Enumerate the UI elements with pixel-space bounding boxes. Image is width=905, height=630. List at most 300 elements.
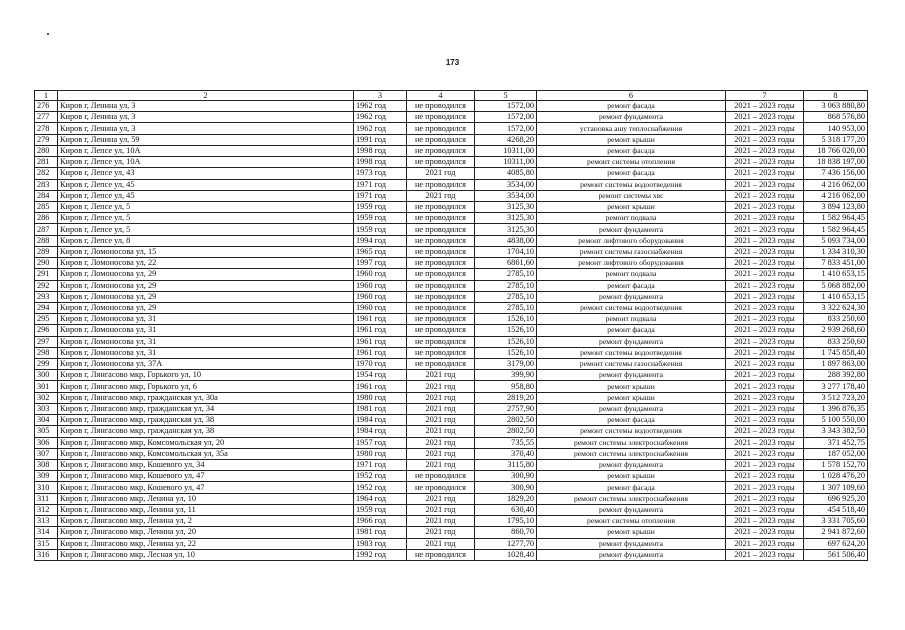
area-cell: 1572,00 — [475, 112, 537, 123]
period-cell: 2021 – 2023 годы — [726, 190, 804, 201]
address-cell: Киров г, Лянгасово мкр, Ленина ул, 20 — [58, 527, 354, 538]
cost-cell: 833 250,60 — [804, 336, 868, 347]
work-type-cell: ремонт лифтового оборудования — [537, 235, 726, 246]
period-cell: 2021 – 2023 годы — [726, 325, 804, 336]
row-number-cell: 303 — [35, 403, 58, 414]
period-cell: 2021 – 2023 годы — [726, 448, 804, 459]
last-repair-year-cell: не проводился — [407, 157, 475, 168]
area-cell: 4838,00 — [475, 235, 537, 246]
period-cell: 2021 – 2023 годы — [726, 302, 804, 313]
last-repair-year-cell: не проводился — [407, 224, 475, 235]
address-cell: Киров г, Лепсе ул, 10А — [58, 145, 354, 156]
last-repair-year-cell: 2021 год — [407, 437, 475, 448]
build-year-cell: 1961 год — [354, 325, 407, 336]
column-header: 8 — [804, 91, 868, 101]
row-number-cell: 285 — [35, 201, 58, 212]
build-year-cell: 1952 год — [354, 471, 407, 482]
table-row — [35, 370, 868, 381]
work-type-cell: ремонт фундамента — [537, 336, 726, 347]
column-header: 7 — [726, 91, 804, 101]
table-row — [35, 392, 868, 403]
work-type-cell: ремонт системы водоотведения — [537, 179, 726, 190]
row-number-cell: 312 — [35, 504, 58, 515]
table-row — [35, 493, 868, 504]
build-year-cell: 1981 год — [354, 527, 407, 538]
table-row — [35, 437, 868, 448]
table-row — [35, 504, 868, 515]
last-repair-year-cell: 2021 год — [407, 190, 475, 201]
row-number-cell: 304 — [35, 415, 58, 426]
cost-cell: 7 833 451,00 — [804, 258, 868, 269]
period-cell: 2021 – 2023 годы — [726, 426, 804, 437]
last-repair-year-cell: не проводился — [407, 291, 475, 302]
cost-cell: 5 318 177,20 — [804, 134, 868, 145]
last-repair-year-cell: не проводился — [407, 302, 475, 313]
work-type-cell: ремонт фасада — [537, 482, 726, 493]
build-year-cell: 1961 год — [354, 347, 407, 358]
table-row — [35, 157, 868, 168]
period-cell: 2021 – 2023 годы — [726, 157, 804, 168]
build-year-cell: 1998 год — [354, 157, 407, 168]
area-cell: 3179,00 — [475, 359, 537, 370]
area-cell: 1028,40 — [475, 549, 537, 560]
address-cell: Киров г, Лянгасово мкр, Ленина ул, 10 — [58, 493, 354, 504]
last-repair-year-cell: 2021 год — [407, 493, 475, 504]
row-number-cell: 290 — [35, 258, 58, 269]
last-repair-year-cell: не проводился — [407, 325, 475, 336]
table-row — [35, 224, 868, 235]
period-cell: 2021 – 2023 годы — [726, 516, 804, 527]
last-repair-year-cell: 2021 год — [407, 426, 475, 437]
period-cell: 2021 – 2023 годы — [726, 471, 804, 482]
cost-cell: 696 925,20 — [804, 493, 868, 504]
address-cell: Киров г, Лянгасово мкр, Кошевого ул, 47 — [58, 482, 354, 493]
row-number-cell: 307 — [35, 448, 58, 459]
build-year-cell: 1973 год — [354, 168, 407, 179]
build-year-cell: 1971 год — [354, 190, 407, 201]
last-repair-year-cell: 2021 год — [407, 504, 475, 515]
repair-schedule-table — [34, 90, 868, 561]
last-repair-year-cell: не проводился — [407, 235, 475, 246]
table-row — [35, 426, 868, 437]
area-cell: 2785,10 — [475, 269, 537, 280]
build-year-cell: 1997 год — [354, 258, 407, 269]
work-type-cell: ремонт фундамента — [537, 460, 726, 471]
work-type-cell: ремонт системы электроснабжения — [537, 437, 726, 448]
work-type-cell: ремонт фундамента — [537, 112, 726, 123]
last-repair-year-cell: не проводился — [407, 246, 475, 257]
area-cell: 4085,80 — [475, 168, 537, 179]
last-repair-year-cell: не проводился — [407, 101, 475, 112]
cost-cell: 561 506,40 — [804, 549, 868, 560]
period-cell: 2021 – 2023 годы — [726, 527, 804, 538]
build-year-cell: 1960 год — [354, 291, 407, 302]
table-row — [35, 291, 868, 302]
cost-cell: 5 068 882,00 — [804, 280, 868, 291]
row-number-cell: 302 — [35, 392, 58, 403]
work-type-cell: ремонт системы электроснабжения — [537, 448, 726, 459]
address-cell: Киров г, Лепсе ул, 10А — [58, 157, 354, 168]
last-repair-year-cell: 2021 год — [407, 168, 475, 179]
table-row — [35, 269, 868, 280]
work-type-cell: ремонт крыши — [537, 381, 726, 392]
work-type-cell: ремонт системы хвс — [537, 190, 726, 201]
build-year-cell: 1991 год — [354, 134, 407, 145]
cost-cell: 140 953,00 — [804, 123, 868, 134]
last-repair-year-cell: 2021 год — [407, 516, 475, 527]
row-number-cell: 283 — [35, 179, 58, 190]
address-cell: Киров г, Ломоносова ул, 29 — [58, 302, 354, 313]
build-year-cell: 1961 год — [354, 381, 407, 392]
period-cell: 2021 – 2023 годы — [726, 347, 804, 358]
row-number-cell: 297 — [35, 336, 58, 347]
build-year-cell: 1962 год — [354, 112, 407, 123]
column-header: 1 — [35, 91, 58, 101]
table-row — [35, 482, 868, 493]
table-row — [35, 235, 868, 246]
build-year-cell: 1959 год — [354, 224, 407, 235]
cost-cell: 833 250,60 — [804, 314, 868, 325]
address-cell: Киров г, Ломоносова ул, 31 — [58, 325, 354, 336]
period-cell: 2021 – 2023 годы — [726, 403, 804, 414]
work-type-cell: ремонт подвала — [537, 213, 726, 224]
area-cell: 1829,20 — [475, 493, 537, 504]
address-cell: Киров г, Ленина ул, 3 — [58, 101, 354, 112]
table-row — [35, 145, 868, 156]
row-number-cell: 280 — [35, 145, 58, 156]
build-year-cell: 1980 год — [354, 392, 407, 403]
table-row — [35, 101, 868, 112]
last-repair-year-cell: 2021 год — [407, 415, 475, 426]
period-cell: 2021 – 2023 годы — [726, 101, 804, 112]
area-cell: 1572,00 — [475, 101, 537, 112]
column-header: 6 — [537, 91, 726, 101]
last-repair-year-cell: не проводился — [407, 213, 475, 224]
build-year-cell: 1962 год — [354, 123, 407, 134]
area-cell: 958,80 — [475, 381, 537, 392]
cost-cell: 3 343 382,50 — [804, 426, 868, 437]
table-row — [35, 381, 868, 392]
address-cell: Киров г, Ломоносова ул, 15 — [58, 246, 354, 257]
row-number-cell: 277 — [35, 112, 58, 123]
cost-cell: 1 582 964,45 — [804, 213, 868, 224]
row-number-cell: 300 — [35, 370, 58, 381]
last-repair-year-cell: не проводился — [407, 482, 475, 493]
work-type-cell: ремонт крыши — [537, 392, 726, 403]
table-row — [35, 314, 868, 325]
build-year-cell: 1959 год — [354, 504, 407, 515]
cost-cell: 3 277 178,40 — [804, 381, 868, 392]
table-row — [35, 168, 868, 179]
period-cell: 2021 – 2023 годы — [726, 460, 804, 471]
cost-cell: 3 331 705,60 — [804, 516, 868, 527]
period-cell: 2021 – 2023 годы — [726, 179, 804, 190]
table-row — [35, 302, 868, 313]
period-cell: 2021 – 2023 годы — [726, 381, 804, 392]
cost-cell: 454 518,40 — [804, 504, 868, 515]
row-number-cell: 282 — [35, 168, 58, 179]
address-cell: Киров г, Ломоносова ул, 29 — [58, 269, 354, 280]
last-repair-year-cell: 2021 год — [407, 527, 475, 538]
cost-cell: 3 322 624,30 — [804, 302, 868, 313]
table-row — [35, 258, 868, 269]
period-cell: 2021 – 2023 годы — [726, 246, 804, 257]
work-type-cell: ремонт фундамента — [537, 538, 726, 549]
last-repair-year-cell: не проводился — [407, 314, 475, 325]
table-row — [35, 325, 868, 336]
work-type-cell: ремонт фундамента — [537, 224, 726, 235]
address-cell: Киров г, Лепсе ул, 5 — [58, 224, 354, 235]
work-type-cell: ремонт фундамента — [537, 403, 726, 414]
last-repair-year-cell: не проводился — [407, 123, 475, 134]
period-cell: 2021 – 2023 годы — [726, 493, 804, 504]
address-cell: Киров г, Лянгасово мкр, гражданская ул, 38 — [58, 415, 354, 426]
build-year-cell: 1964 год — [354, 493, 407, 504]
build-year-cell: 1994 год — [354, 235, 407, 246]
cost-cell: 371 452,75 — [804, 437, 868, 448]
row-number-cell: 279 — [35, 134, 58, 145]
work-type-cell: ремонт фундамента — [537, 370, 726, 381]
row-number-cell: 295 — [35, 314, 58, 325]
work-type-cell: ремонт системы электроснабжения — [537, 493, 726, 504]
address-cell: Киров г, Лянгасово мкр, Лесная ул, 10 — [58, 549, 354, 560]
work-type-cell: ремонт крыши — [537, 527, 726, 538]
build-year-cell: 1966 год — [354, 516, 407, 527]
area-cell: 10311,00 — [475, 157, 537, 168]
row-number-cell: 309 — [35, 471, 58, 482]
row-number-cell: 314 — [35, 527, 58, 538]
last-repair-year-cell: не проводился — [407, 201, 475, 212]
period-cell: 2021 – 2023 годы — [726, 359, 804, 370]
table-row — [35, 213, 868, 224]
build-year-cell: 1980 год — [354, 448, 407, 459]
cost-cell: 1 410 653,15 — [804, 269, 868, 280]
last-repair-year-cell: не проводился — [407, 269, 475, 280]
cost-cell: 1 028 476,20 — [804, 471, 868, 482]
area-cell: 1526,10 — [475, 336, 537, 347]
work-type-cell: ремонт подвала — [537, 314, 726, 325]
period-cell: 2021 – 2023 годы — [726, 437, 804, 448]
area-cell: 300,90 — [475, 471, 537, 482]
row-number-cell: 292 — [35, 280, 58, 291]
build-year-cell: 1962 год — [354, 101, 407, 112]
area-cell: 4268,20 — [475, 134, 537, 145]
area-cell: 2785,10 — [475, 291, 537, 302]
address-cell: Киров г, Лянгасово мкр, Комсомольская ул, 35а — [58, 448, 354, 459]
last-repair-year-cell: не проводился — [407, 134, 475, 145]
table-row — [35, 246, 868, 257]
cost-cell: 2 939 268,60 — [804, 325, 868, 336]
address-cell: Киров г, Лепсе ул, 43 — [58, 168, 354, 179]
period-cell: 2021 – 2023 годы — [726, 258, 804, 269]
table-row — [35, 448, 868, 459]
work-type-cell: ремонт фасада — [537, 325, 726, 336]
area-cell: 1526,10 — [475, 325, 537, 336]
period-cell: 2021 – 2023 годы — [726, 336, 804, 347]
cost-cell: 2 941 872,60 — [804, 527, 868, 538]
cost-cell: 1 410 653,15 — [804, 291, 868, 302]
cost-cell: 18 838 197,00 — [804, 157, 868, 168]
table-row — [35, 403, 868, 414]
period-cell: 2021 – 2023 годы — [726, 538, 804, 549]
table-row — [35, 460, 868, 471]
address-cell: Киров г, Ломоносова ул, 31 — [58, 336, 354, 347]
area-cell: 1526,10 — [475, 314, 537, 325]
cost-cell: 187 052,00 — [804, 448, 868, 459]
build-year-cell: 1961 год — [354, 336, 407, 347]
cost-cell: 1 334 310,30 — [804, 246, 868, 257]
last-repair-year-cell: не проводился — [407, 549, 475, 560]
row-number-cell: 294 — [35, 302, 58, 313]
row-number-cell: 316 — [35, 549, 58, 560]
scan-speck — [47, 33, 49, 35]
build-year-cell: 1971 год — [354, 460, 407, 471]
work-type-cell: ремонт лифтового оборудования — [537, 258, 726, 269]
last-repair-year-cell: 2021 год — [407, 403, 475, 414]
last-repair-year-cell: не проводился — [407, 359, 475, 370]
area-cell: 2802,50 — [475, 415, 537, 426]
address-cell: Киров г, Лянгасово мкр, гражданская ул, 34 — [58, 403, 354, 414]
area-cell: 2785,10 — [475, 302, 537, 313]
last-repair-year-cell: не проводился — [407, 347, 475, 358]
cost-cell: 3 063 880,80 — [804, 101, 868, 112]
cost-cell: 7 436 156,00 — [804, 168, 868, 179]
work-type-cell: ремонт фасада — [537, 101, 726, 112]
area-cell: 860,70 — [475, 527, 537, 538]
last-repair-year-cell: не проводился — [407, 179, 475, 190]
period-cell: 2021 – 2023 годы — [726, 224, 804, 235]
build-year-cell: 1952 год — [354, 482, 407, 493]
row-number-cell: 313 — [35, 516, 58, 527]
period-cell: 2021 – 2023 годы — [726, 291, 804, 302]
area-cell: 2802,50 — [475, 426, 537, 437]
work-type-cell: ремонт системы газоснабжения — [537, 359, 726, 370]
address-cell: Киров г, Лянгасово мкр, Кошевого ул, 47 — [58, 471, 354, 482]
work-type-cell: ремонт системы водоотведения — [537, 302, 726, 313]
period-cell: 2021 – 2023 годы — [726, 112, 804, 123]
area-cell: 3125,30 — [475, 201, 537, 212]
row-number-cell: 278 — [35, 123, 58, 134]
last-repair-year-cell: 2021 год — [407, 448, 475, 459]
cost-cell: 3 894 123,80 — [804, 201, 868, 212]
work-type-cell: ремонт крыши — [537, 201, 726, 212]
period-cell: 2021 – 2023 годы — [726, 549, 804, 560]
address-cell: Киров г, Ломоносова ул, 37А — [58, 359, 354, 370]
cost-cell: 1 897 863,00 — [804, 359, 868, 370]
last-repair-year-cell: 2021 год — [407, 460, 475, 471]
row-number-cell: 281 — [35, 157, 58, 168]
address-cell: Киров г, Лепсе ул, 5 — [58, 201, 354, 212]
area-cell: 1526,10 — [475, 347, 537, 358]
work-type-cell: ремонт системы газоснабжения — [537, 246, 726, 257]
area-cell: 630,40 — [475, 504, 537, 515]
page-number: 173 — [445, 58, 460, 67]
row-number-cell: 276 — [35, 101, 58, 112]
address-cell: Киров г, Лянгасово мкр, гражданская ул, 30а — [58, 392, 354, 403]
period-cell: 2021 – 2023 годы — [726, 280, 804, 291]
cost-cell: 5 093 734,00 — [804, 235, 868, 246]
cost-cell: 1 307 109,60 — [804, 482, 868, 493]
period-cell: 2021 – 2023 годы — [726, 123, 804, 134]
row-number-cell: 315 — [35, 538, 58, 549]
row-number-cell: 306 — [35, 437, 58, 448]
cost-cell: 288 392,80 — [804, 370, 868, 381]
row-number-cell: 289 — [35, 246, 58, 257]
area-cell: 735,55 — [475, 437, 537, 448]
cost-cell: 5 100 550,00 — [804, 415, 868, 426]
build-year-cell: 1984 год — [354, 426, 407, 437]
area-cell: 300,90 — [475, 482, 537, 493]
cost-cell: 1 745 858,40 — [804, 347, 868, 358]
table-row — [35, 201, 868, 212]
row-number-cell: 296 — [35, 325, 58, 336]
period-cell: 2021 – 2023 годы — [726, 134, 804, 145]
table-row — [35, 538, 868, 549]
area-cell: 1704,10 — [475, 246, 537, 257]
area-cell: 2785,10 — [475, 280, 537, 291]
last-repair-year-cell: не проводился — [407, 280, 475, 291]
work-type-cell: ремонт подвала — [537, 269, 726, 280]
address-cell: Киров г, Ломоносова ул, 29 — [58, 280, 354, 291]
table-row — [35, 415, 868, 426]
area-cell: 6861,60 — [475, 258, 537, 269]
period-cell: 2021 – 2023 годы — [726, 370, 804, 381]
row-number-cell: 286 — [35, 213, 58, 224]
period-cell: 2021 – 2023 годы — [726, 201, 804, 212]
build-year-cell: 1970 год — [354, 359, 407, 370]
address-cell: Киров г, Ломоносова ул, 22 — [58, 258, 354, 269]
cost-cell: 1 396 876,35 — [804, 403, 868, 414]
address-cell: Киров г, Ленина ул, 3 — [58, 123, 354, 134]
row-number-cell: 301 — [35, 381, 58, 392]
cost-cell: 18 766 020,00 — [804, 145, 868, 156]
column-header: 2 — [58, 91, 354, 101]
address-cell: Киров г, Ленина ул, 3 — [58, 112, 354, 123]
work-type-cell: ремонт системы отопления — [537, 516, 726, 527]
cost-cell: 3 512 723,20 — [804, 392, 868, 403]
area-cell: 3534,00 — [475, 179, 537, 190]
table-header-row — [35, 91, 868, 101]
period-cell: 2021 – 2023 годы — [726, 269, 804, 280]
table-row — [35, 471, 868, 482]
area-cell: 399,90 — [475, 370, 537, 381]
address-cell: Киров г, Лепсе ул, 45 — [58, 179, 354, 190]
address-cell: Киров г, Лянгасово мкр, Комсомольская ул, 20 — [58, 437, 354, 448]
build-year-cell: 1971 год — [354, 179, 407, 190]
last-repair-year-cell: не проводился — [407, 471, 475, 482]
build-year-cell: 1954 год — [354, 370, 407, 381]
work-type-cell: ремонт фасада — [537, 145, 726, 156]
work-type-cell: ремонт системы водоотведения — [537, 426, 726, 437]
last-repair-year-cell: 2021 год — [407, 538, 475, 549]
build-year-cell: 1960 год — [354, 269, 407, 280]
table-row — [35, 280, 868, 291]
build-year-cell: 1983 год — [354, 538, 407, 549]
row-number-cell: 310 — [35, 482, 58, 493]
period-cell: 2021 – 2023 годы — [726, 235, 804, 246]
period-cell: 2021 – 2023 годы — [726, 314, 804, 325]
row-number-cell: 293 — [35, 291, 58, 302]
period-cell: 2021 – 2023 годы — [726, 145, 804, 156]
build-year-cell: 1957 год — [354, 437, 407, 448]
area-cell: 370,40 — [475, 448, 537, 459]
address-cell: Киров г, Лянгасово мкр, гражданская ул, 38 — [58, 426, 354, 437]
table-row — [35, 112, 868, 123]
work-type-cell: ремонт фундамента — [537, 291, 726, 302]
cost-cell: 1 578 152,70 — [804, 460, 868, 471]
last-repair-year-cell: 2021 год — [407, 370, 475, 381]
address-cell: Киров г, Лепсе ул, 45 — [58, 190, 354, 201]
